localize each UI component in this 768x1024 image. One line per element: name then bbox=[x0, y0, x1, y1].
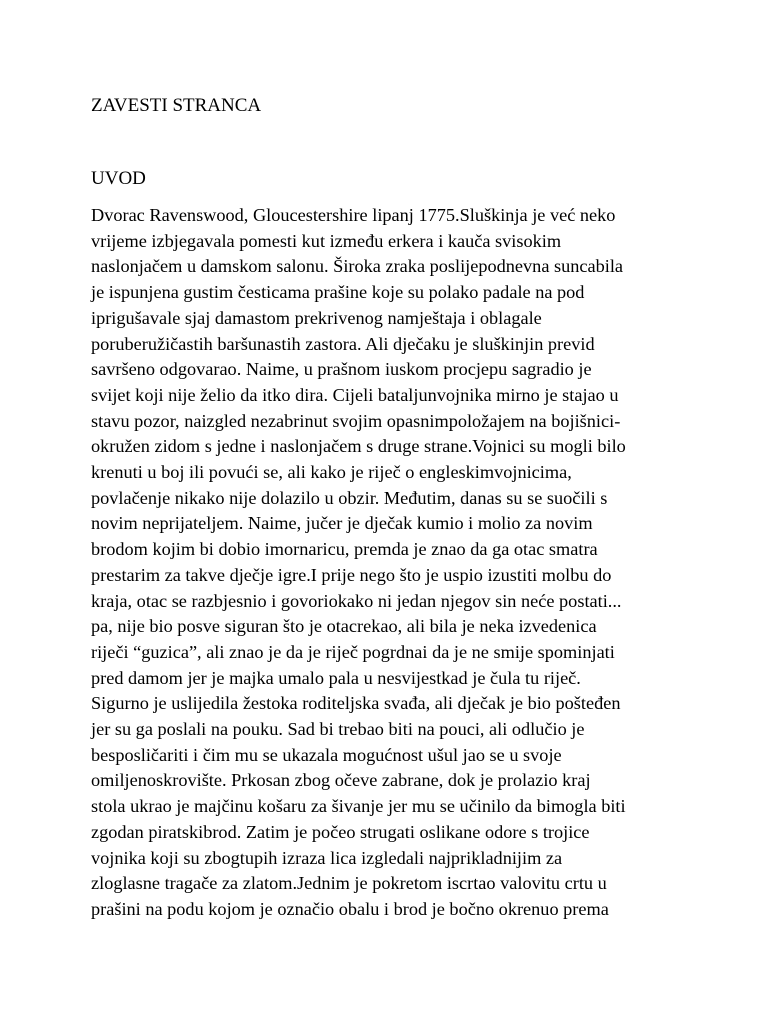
text-line: je ispunjena gustim česticama prašine koje su polako padale na pod bbox=[91, 282, 585, 303]
text-line: vrijeme izbjegavala pomesti kut između erkera i kauča svisokim bbox=[91, 230, 562, 251]
text-line: besposličariti i čim mu se ukazala mogućnost ušul jao se u svoje bbox=[91, 744, 562, 765]
text-line: riječi “guzica”, ali znao je da je riječ pogrdnai da je ne smije spominjati bbox=[91, 641, 615, 662]
text-line: prestarim za takve dječje igre.I prije nego što je uspio izustiti molbu do bbox=[91, 564, 612, 585]
document-title: ZAVESTI STRANCA bbox=[91, 95, 262, 116]
text-line: jer su ga poslali na pouku. Sad bi trebao biti na pouci, ali odlučio je bbox=[91, 719, 585, 740]
text-line: zgodan piratskibrod. Zatim je počeo strugati oslikane odore s trojice bbox=[91, 821, 590, 842]
text-line: zloglasne tragače za zlatom.Jednim je pokretom iscrtao valovitu crtu u bbox=[91, 873, 607, 894]
text-line: stola ukrao je majčinu košaru za šivanje jer mu se učinilo da bimogla biti bbox=[91, 796, 626, 817]
text-line: svijet koji nije želio da itko dira. Cijeli bataljunvojnika mirno je stajao u bbox=[91, 384, 619, 405]
text-line: novim neprijateljem. Naime, jučer je dječak kumio i molio za novim bbox=[91, 513, 593, 534]
text-line: kraja, otac se razbjesnio i govoriokako ni jedan njegov sin neće postati... bbox=[91, 590, 622, 611]
body-paragraph bbox=[91, 203, 626, 923]
text-line: naslonjačem u damskom salonu. Široka zraka poslijepodnevna suncabila bbox=[91, 256, 624, 277]
text-line: povlačenje nikako nije dolazilo u obzir. Međutim, danas su se suočili s bbox=[91, 487, 608, 508]
section-heading: UVOD bbox=[91, 168, 146, 189]
text-line: okružen zidom s jedne i naslonjačem s druge strane.Vojnici su mogli bilo bbox=[91, 436, 626, 457]
text-line: prašini na podu kojom je označio obalu i brod je bočno okrenuo prema bbox=[91, 898, 609, 919]
text-line: vojnika koji su zbogtupih izraza lica izgledali najprikladnijim za bbox=[91, 847, 563, 868]
text-line: Dvorac Ravenswood, Gloucestershire lipanj 1775.Sluškinja je već neko bbox=[91, 205, 616, 225]
text-line: savršeno odgovarao. Naime, u prašnom iuskom procjepu sagradio je bbox=[91, 359, 592, 380]
text-line: poruberužičastih baršunastih zastora. Ali dječaku je sluškinjin previd bbox=[91, 333, 595, 354]
text-line: brodom kojim bi dobio imornaricu, premda je znao da ga otac smatra bbox=[91, 539, 598, 560]
text-line: omiljenoskrovište. Prkosan zbog očeve zabrane, dok je prolazio kraj bbox=[91, 770, 591, 791]
text-line: krenuti u boj ili povući se, ali kako je riječ o engleskimvojnicima, bbox=[91, 462, 572, 483]
text-line: iprigušavale sjaj damastom prekrivenog namještaja i oblagale bbox=[91, 307, 542, 328]
text-line: stavu pozor, naizgled nezabrinut svojim opasnimpoložajem na bojišnici- bbox=[91, 410, 621, 431]
text-line: Sigurno je uslijedila žestoka roditeljska svađa, ali dječak je bio pošteđen bbox=[91, 693, 621, 714]
text-line: pa, nije bio posve siguran što je otacrekao, ali bila je neka izvedenica bbox=[91, 616, 597, 637]
text-line: pred damom jer je majka umalo pala u nesvijestkad je čula tu riječ. bbox=[91, 667, 581, 688]
